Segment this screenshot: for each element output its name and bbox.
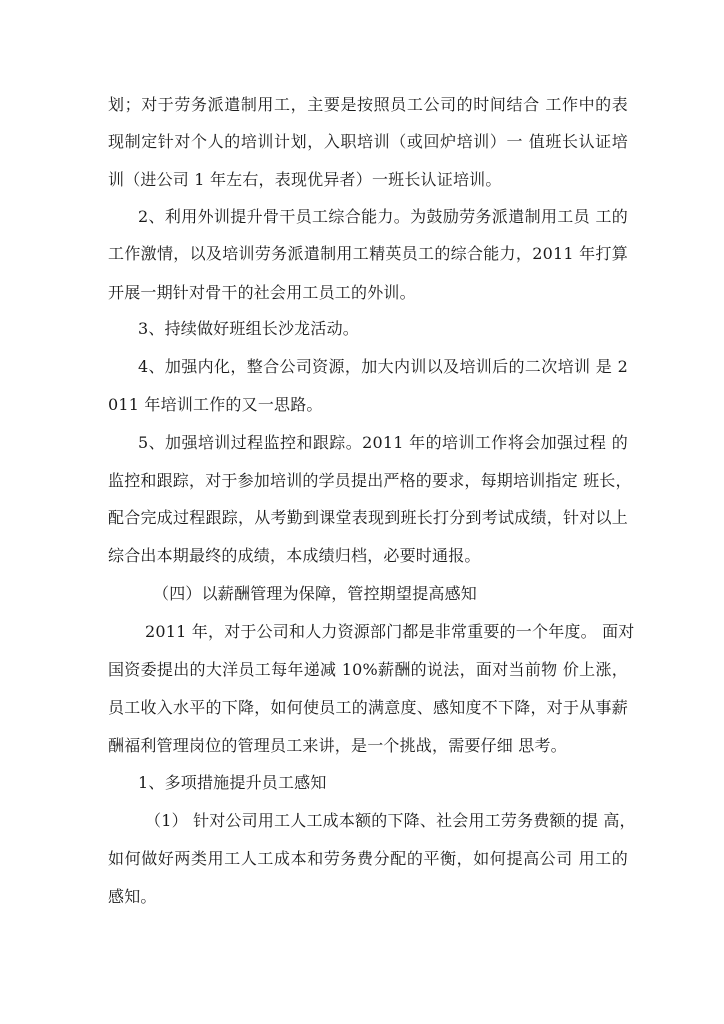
text-line: 工作激情，以及培训劳务派遣制用工精英员工的综合能力，2011 年打算 — [108, 244, 628, 263]
text-line: 员工收入水平的下降，如何使员工的满意度、感知度不下降，对于从事薪 — [108, 698, 628, 717]
text-line: 监控和跟踪，对于参加培训的学员提出严格的要求，每期培训指定 班长， — [108, 471, 632, 490]
text-line: 开展一期针对骨干的社会用工员工的外训。 — [108, 283, 416, 302]
text-line: （1） 针对公司用工人工成本额的下降、社会用工劳务费额的提 高， — [145, 811, 636, 830]
text-line: 3、持续做好班组长沙龙活动。 — [138, 319, 359, 338]
text-line: 综合出本期最终的成绩，本成绩归档，必要时通报。 — [108, 546, 481, 565]
text-line: 感知。 — [108, 887, 157, 906]
item-heading: 1、多项措施提升员工感知 — [138, 773, 327, 792]
text-line: 如何做好两类用工人工成本和劳务费分配的平衡，如何提高公司 用工的 — [108, 849, 628, 868]
text-line: 配合完成过程跟踪，从考勤到课堂表现到班长打分到考试成绩，针对以上 — [108, 508, 628, 527]
text-line: 5、加强培训过程监控和跟踪。2011 年的培训工作将会加强过程 的 — [138, 433, 628, 452]
text-line: 训（进公司 1 年左右，表现优异者）一班长认证培训。 — [108, 170, 502, 189]
text-line: 2、利用外训提升骨干员工综合能力。为鼓励劳务派遣制用工员 工的 — [138, 207, 628, 226]
text-line: 现制定针对个人的培训计划，入职培训（或回炉培训）一 值班长认证培 — [108, 132, 628, 151]
text-line: 011 年培训工作的又一思路。 — [108, 395, 323, 414]
section-heading: （四）以薪酬管理为保障，管控期望提高感知 — [153, 584, 478, 603]
text-line: 国资委提出的大洋员工每年递减 10%薪酬的说法，面对当前物 价上涨， — [108, 660, 628, 679]
text-line: 划；对于劳务派遣制用工，主要是按照员工公司的时间结合 工作中的表 — [108, 95, 628, 114]
text-line: 酬福利管理岗位的管理员工来讲，是一个挑战，需要仔细 思考。 — [108, 736, 567, 755]
text-line: 4、加强内化，整合公司资源，加大内训以及培训后的二次培训 是 2 — [138, 357, 628, 376]
text-line: 2011 年，对于公司和人力资源部门都是非常重要的一个年度。 面对 — [145, 622, 635, 641]
